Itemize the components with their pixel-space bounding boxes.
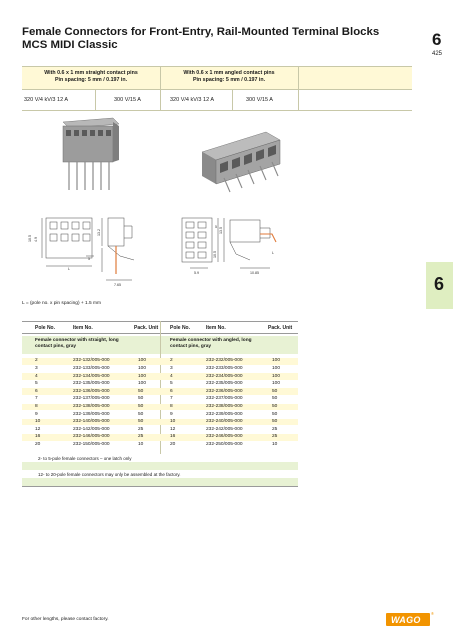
table-cell-item: 232-135/005-000: [73, 381, 110, 387]
table-cell-item-right: 232-235/005-000: [206, 381, 243, 387]
description-straight-line-2: contact pins, gray: [35, 344, 77, 349]
dim-label: 7.65: [114, 283, 121, 287]
dim-label: 10.85: [250, 271, 259, 275]
table-cell-pack-right: 100: [272, 358, 281, 364]
dim-label: L: [68, 267, 70, 271]
table-row: [22, 396, 298, 403]
table-cell-item-right: 232-236/005-000: [206, 388, 243, 394]
table-cell-item-right: 232-233/005-000: [206, 365, 243, 371]
table-cell-pack: 100: [138, 358, 147, 364]
table-cell-pole-right: 5: [170, 381, 173, 387]
table-cell-pole-right: 4: [170, 373, 173, 379]
table-row: [22, 381, 298, 388]
table-cell-pole-right: 3: [170, 365, 173, 371]
table-bottom-rule: [22, 486, 298, 487]
angled-connector-drawing: [172, 214, 292, 278]
chapter-number: 6: [432, 30, 442, 49]
table-cell-pack: 50: [138, 411, 144, 417]
table-cell-pole-right: 9: [170, 411, 173, 417]
description-angled-line-1: Female connector with angled, long: [170, 338, 252, 343]
table-row: [22, 404, 298, 411]
dim-label: 10.5: [28, 235, 32, 242]
length-formula-caption: L = (pole no. x pin spacing) + 1.5 mm: [22, 301, 102, 306]
table-cell-pack-right: 50: [272, 411, 278, 417]
title-line-2: MCS MIDI Classic: [22, 39, 118, 51]
dim-label: L: [272, 251, 274, 255]
table-row: [22, 434, 298, 441]
table-cell-pack-right: 25: [272, 434, 278, 440]
table-cell-item: 232-132/005-000: [73, 358, 110, 364]
table-cell-pack-right: 100: [272, 381, 281, 387]
table-cell-pack-right: 50: [272, 403, 278, 409]
table-cell-pole: 7: [35, 396, 38, 402]
table-cell-item: 232-137/005-000: [73, 396, 110, 402]
header-straight-pins: [22, 70, 160, 84]
table-cell-pole-right: 10: [170, 419, 176, 425]
column-header-item-no: Item No.: [206, 325, 226, 331]
page-number: 425: [432, 51, 443, 57]
header-angled-pins: [160, 70, 298, 84]
table-cell-item: 232-146/005-000: [73, 434, 110, 440]
table-row: [22, 358, 298, 365]
table-row: [22, 373, 298, 380]
table-cell-item-right: 232-250/005-000: [206, 441, 243, 447]
table-cell-item-right: 232-240/005-000: [206, 419, 243, 425]
title-line-1: Female Connectors for Front-Entry, Rail-Mounted Terminal Blocks: [22, 26, 380, 38]
side-tab-number: 6: [434, 274, 445, 294]
table-row: [22, 419, 298, 426]
table-cell-item-right: 232-237/005-000: [206, 396, 243, 402]
table-cell-pole: 10: [35, 419, 41, 425]
rating-angled-iec: 320 V/4 kV/3 12 A: [170, 97, 215, 103]
note-spacer: [22, 478, 298, 486]
table-cell-pole: 6: [35, 388, 38, 394]
description-straight: [35, 338, 119, 350]
table-cell-pole: 4: [35, 373, 38, 379]
table-cell-item-right: 232-232/005-000: [206, 358, 243, 364]
table-cell-item: 232-142/005-000: [73, 426, 110, 432]
table-cell-pack: 25: [138, 434, 144, 440]
angled-connector-image: [196, 126, 286, 194]
dim-label: 5.9: [194, 271, 199, 275]
table-cell-item: 232-139/005-000: [73, 411, 110, 417]
table-row: [22, 388, 298, 395]
rating-divider: [95, 90, 96, 110]
table-cell-pack-right: 10: [272, 441, 278, 447]
table-cell-pole-right: 16: [170, 434, 176, 440]
table-cell-pack: 50: [138, 419, 144, 425]
dim-label: 5: [215, 225, 217, 229]
table-cell-pole: 16: [35, 434, 41, 440]
table-row: [22, 442, 298, 449]
header-straight-line-1: With 0.6 x 1 mm straight contact pins: [44, 70, 138, 76]
header-divider: [298, 66, 299, 110]
table-cell-pole-right: 6: [170, 388, 173, 394]
table-cell-pole-right: 7: [170, 396, 173, 402]
table-cell-item: 232-136/005-000: [73, 388, 110, 394]
straight-connector-drawing: [28, 214, 148, 290]
table-cell-item-right: 232-246/005-000: [206, 434, 243, 440]
table-cell-pole: 2: [35, 358, 38, 364]
table-cell-pack: 100: [138, 381, 147, 387]
description-straight-line-1: Female connector with straight, long: [35, 338, 119, 343]
header-angled-line-1: With 0.6 x 1 mm angled contact pins: [183, 70, 275, 76]
rating-straight-ul: 300 V/15 A: [114, 97, 141, 103]
dim-label: 13.5: [219, 227, 223, 234]
table-cell-pole: 20: [35, 441, 41, 447]
table-row: [22, 426, 298, 433]
table-cell-pack-right: 100: [272, 373, 281, 379]
table-cell-pack-right: 50: [272, 419, 278, 425]
rating-angled-ul: 300 V/15 A: [246, 97, 273, 103]
table-cell-item-right: 232-242/005-000: [206, 426, 243, 432]
description-angled-line-2: contact pins, gray: [170, 344, 212, 349]
table-cell-pole-right: 12: [170, 426, 176, 432]
table-cell-pole: 5: [35, 381, 38, 387]
header-angled-line-2: Pin spacing: 5 mm / 0.197 in.: [192, 77, 266, 83]
table-cell-pack: 25: [138, 426, 144, 432]
wago-logo-text: WAGO: [391, 614, 421, 625]
table-cell-pack: 100: [138, 365, 147, 371]
table-cell-pack-right: 50: [272, 396, 278, 402]
header-straight-line-2: Pin spacing: 5 mm / 0.197 in.: [54, 77, 128, 83]
table-cell-item-right: 232-234/005-000: [206, 373, 243, 379]
note-latch: 2- to 5-pole female connectors – one latch only: [38, 455, 132, 461]
note-factory-assembly: 12- to 20-pole female connectors may only be assembled at the factory.: [38, 471, 181, 477]
column-header-pole-no: Pole No.: [170, 325, 191, 331]
table-cell-item-right: 232-239/005-000: [206, 411, 243, 417]
dim-label: 13.2: [97, 229, 101, 236]
table-cell-pack: 50: [138, 396, 144, 402]
table-cell-pole-right: 2: [170, 358, 173, 364]
table-cell-pole: 9: [35, 411, 38, 417]
table-cell-item: 232-134/005-000: [73, 373, 110, 379]
table-row: [22, 411, 298, 418]
table-cell-pole: 12: [35, 426, 41, 432]
table-cell-pole: 3: [35, 365, 38, 371]
table-cell-pack-right: 25: [272, 426, 278, 432]
table-cell-pole-right: 8: [170, 403, 173, 409]
table-cell-pack-right: 50: [272, 388, 278, 394]
description-angled: [170, 338, 252, 350]
table-cell-pack: 100: [138, 373, 147, 379]
table-cell-pole-right: 20: [170, 441, 176, 447]
column-header-pole-no: Pole No.: [35, 325, 56, 331]
registered-mark: ®: [431, 611, 434, 616]
table-row: [22, 366, 298, 373]
dim-label: 4.9: [34, 237, 38, 242]
table-cell-item: 232-140/005-000: [73, 419, 110, 425]
table-cell-pole: 8: [35, 403, 38, 409]
table-cell-pack: 50: [138, 403, 144, 409]
note-row: [22, 470, 298, 478]
column-header-pack-unit: Pack. Unit: [134, 325, 159, 331]
note-spacer: [22, 462, 298, 470]
table-cell-item: 232-138/005-000: [73, 403, 110, 409]
table-cell-item: 232-150/005-000: [73, 441, 110, 447]
rating-divider: [232, 90, 233, 110]
dim-label: 5: [88, 257, 90, 261]
rating-bottom-rule: [22, 110, 412, 111]
note-row: [22, 454, 298, 462]
table-cell-item-right: 232-238/005-000: [206, 403, 243, 409]
table-cell-item: 232-133/005-000: [73, 365, 110, 371]
column-header-pack-unit: Pack. Unit: [268, 325, 293, 331]
rating-straight-iec: 320 V/4 kV/3 12 A: [24, 97, 69, 103]
dim-label: 10.5: [213, 251, 217, 258]
table-cell-pack: 10: [138, 441, 144, 447]
page-title: [22, 26, 412, 52]
footer-note: For other lengths, please contact factory.: [22, 617, 109, 622]
straight-connector-image: [55, 116, 125, 196]
table-cell-pack: 50: [138, 388, 144, 394]
column-header-item-no: Item No.: [73, 325, 93, 331]
table-cell-pack-right: 100: [272, 365, 281, 371]
